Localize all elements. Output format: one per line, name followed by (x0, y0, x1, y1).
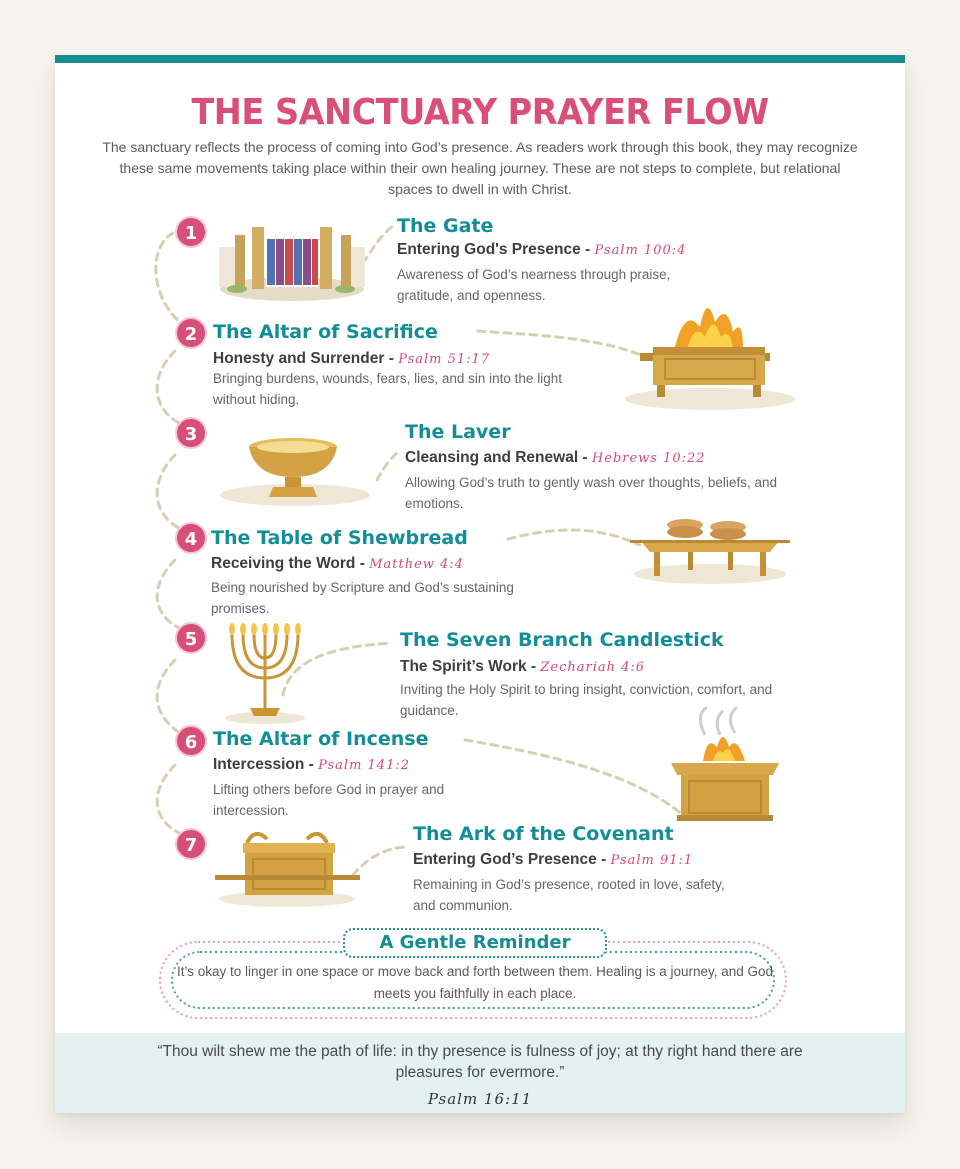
step-6-title: The Altar of Incense (213, 728, 429, 750)
step-7-title: The Ark of the Covenant (413, 823, 674, 845)
step-5-description: Inviting the Holy Spirit to bring insight, conviction, comfort, and guidance. (400, 682, 773, 718)
reminder-title: A Gentle Reminder (343, 928, 607, 958)
step-3-number-badge: 3 (175, 417, 207, 449)
step-7-description: Remaining in God’s presence, rooted in love, safety, and communion. (413, 877, 725, 913)
step-4-subtitle-text: Receiving the Word - (211, 555, 365, 572)
step-4-number-badge: 4 (175, 522, 207, 554)
step-5-subtitle (400, 658, 645, 676)
step-5-subtitle-text: The Spirit’s Work - (400, 658, 537, 675)
intro-paragraph: The sanctuary reflects the process of coming into God’s presence. As readers work through this book, they may recognize these same movements taking place within their own healing journey. These are not steps to complete, but relational spaces to dwell in with Christ. (102, 139, 858, 197)
altar-of-incense-icon (665, 705, 785, 825)
step-6-number-badge: 6 (175, 725, 207, 757)
step-6-scripture-ref: Psalm 141:2 (318, 758, 410, 773)
step-7-scripture-ref: Psalm 91:1 (610, 853, 694, 868)
step-1-number-badge: 1 (175, 216, 207, 248)
shewbread-table-icon (630, 510, 790, 585)
ark-of-covenant-icon (215, 823, 360, 908)
step-1-subtitle (397, 241, 686, 259)
step-5-number-badge: 5 (175, 622, 207, 654)
step-3-title: The Laver (405, 421, 511, 443)
step-3-scripture-ref: Hebrews 10:22 (591, 451, 706, 466)
step-2-description: Bringing burdens, wounds, fears, lies, and sin into the light without hiding. (213, 371, 562, 407)
step-1-description: Awareness of God’s nearness through praise, gratitude, and openness. (397, 267, 671, 303)
step-7-subtitle (413, 851, 693, 869)
reminder-text: It’s okay to linger in one space or move back and forth between them. Healing is a journey, and God meets you faithfully in each place. (176, 964, 774, 1001)
step-2-scripture-ref: Psalm 51:17 (398, 352, 491, 367)
scripture-quote-ref: Psalm 16:11 (427, 1090, 533, 1108)
gate-icon (217, 217, 367, 302)
step-6-subtitle (213, 756, 410, 774)
altar-of-sacrifice-icon (615, 287, 795, 412)
step-3-subtitle-text: Cleansing and Renewal - (405, 449, 588, 466)
step-3-description: Allowing God’s truth to gently wash over thoughts, beliefs, and emotions. (405, 475, 777, 511)
step-6-subtitle-text: Intercession - (213, 756, 314, 773)
step-2-subtitle (213, 350, 490, 368)
step-7-subtitle-text: Entering God’s Presence - (413, 851, 607, 868)
laver-icon (215, 425, 375, 507)
page-title: THE SANCTUARY PRAYER FLOW (191, 92, 769, 133)
step-2-number-badge: 2 (175, 317, 207, 349)
step-7-number-badge: 7 (175, 828, 207, 860)
step-2-title: The Altar of Sacrifice (213, 321, 438, 343)
step-4-subtitle (211, 555, 464, 573)
step-1-subtitle-text: Entering God's Presence - (397, 241, 591, 258)
step-6-description: Lifting others before God in prayer and intercession. (213, 782, 445, 818)
step-5-title: The Seven Branch Candlestick (400, 629, 724, 651)
step-1-title: The Gate (397, 215, 494, 237)
step-4-title: The Table of Shewbread (211, 527, 468, 549)
step-3-subtitle (405, 449, 706, 467)
step-5-scripture-ref: Zechariah 4:6 (540, 660, 646, 675)
step-4-description: Being nourished by Scripture and God’s sustaining promises. (211, 580, 514, 616)
step-1-scripture-ref: Psalm 100:4 (594, 243, 687, 258)
infographic-page (55, 55, 905, 1113)
scripture-quote: “Thou wilt shew me the path of life: in thy presence is fulness of joy; at thy right hand there are pleasures for evermore.” (157, 1043, 803, 1081)
menorah-icon (220, 620, 310, 725)
step-2-subtitle-text: Honesty and Surrender - (213, 350, 394, 367)
step-4-scripture-ref: Matthew 4:4 (369, 557, 464, 572)
